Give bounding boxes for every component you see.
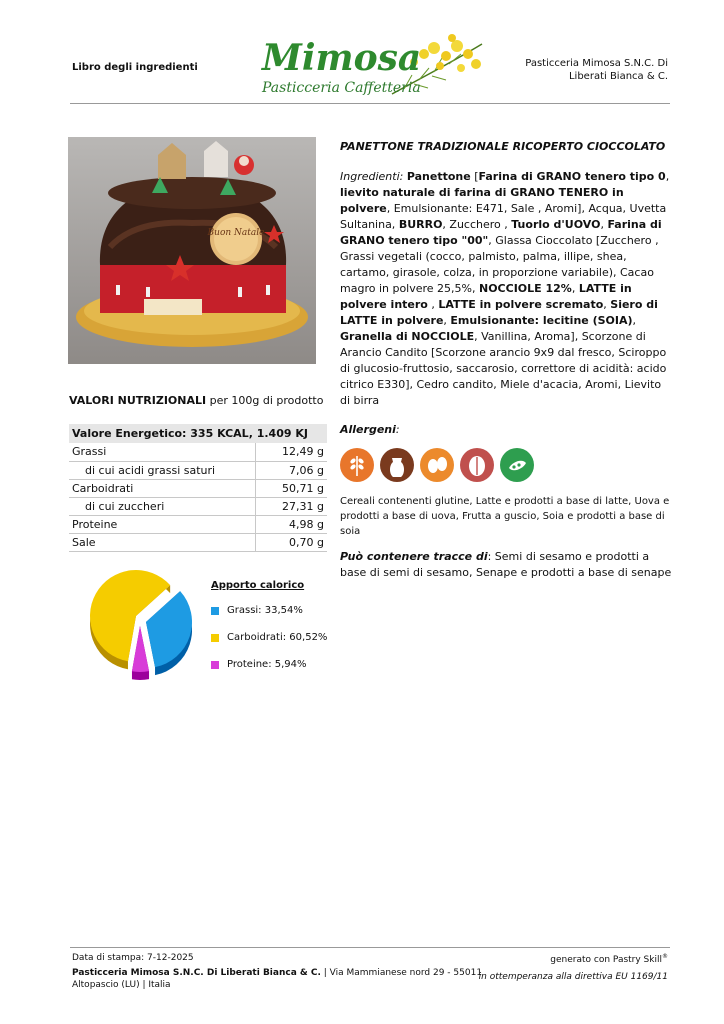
nutrition-table [69,424,327,552]
ingredient-run: , [603,298,611,311]
footer-divider [70,947,670,948]
legend-swatch [211,661,219,669]
nutrition-label: Carboidrati [69,479,255,497]
generator-credit [550,953,668,965]
ingredient-run: , [443,314,451,327]
footer-company [72,967,482,991]
legend-swatch [211,607,219,615]
nutrition-value: 50,71 g [255,479,327,497]
header-divider [70,103,670,104]
legend-item [211,604,327,617]
document-title: Libro degli ingredienti [72,62,198,73]
product-title: PANETTONE TRADIZIONALE RICOPERTO CIOCCOLATO [340,140,666,153]
nutrition-label: Grassi [69,443,255,461]
calorie-pie-chart [88,566,192,682]
wheat-icon [340,448,374,482]
ingredients-label: Ingredienti: [340,170,404,183]
ingredient-run: lievito naturale di farina di GRANO TENERO in polvere [340,186,624,215]
nutrition-row [69,515,327,533]
ingredient-run: NOCCIOLE 12% [479,282,572,295]
legend-swatch [211,634,219,642]
ingredient-run: BURRO [398,218,443,231]
eggs-icon [420,448,454,482]
nutrition-label: Proteine [69,515,255,533]
nutrition-label: di cui zuccheri [69,497,255,515]
nutrition-label: Sale [69,533,255,551]
nutrition-energy: Valore Energetico: 335 KCAL, 1.409 KJ [69,424,327,443]
nutrition-value: 4,98 g [255,515,327,533]
generator-text: generato con Pastry Skill [550,955,662,965]
ingredient-run: , Vanillina, Aroma], Scorzone di Arancio Candito [Scorzone arancio 9x9 dal fresco, Sciroppo di glucosio-fruttosio, saccarosio, correttore di acidità: acido citrico E330], Cedro candito, Miele d'acacia, Aromi, Lievito di birra [340,330,667,407]
ingredient-run: Granella di NOCCIOLE [340,330,475,343]
nutrition-row [69,497,327,515]
nutrition-energy-row [69,424,327,443]
nutrition-row [69,443,327,461]
footer-company-name: Pasticceria Mimosa S.N.C. Di Liberati Bianca & C. [72,968,321,978]
header-company [458,57,668,83]
allergens-title-text: Allergeni [340,423,396,436]
product-details [340,139,672,581]
nutrition-value: 12,49 g [255,443,327,461]
nutrition-title-rest: per 100g di prodotto [206,394,324,407]
ingredient-run: LATTE in polvere intero [340,282,632,311]
nutrition-value: 0,70 g [255,533,327,551]
legend-item [211,631,327,644]
ingredient-run: , Emulsionante: E471, Sale , Aromi], Acqua, Uvetta Sultanina, [340,202,667,231]
ingredient-run: [ [470,170,479,183]
legend-label: Grassi: 33,54% [227,605,303,616]
traces-text [340,549,672,581]
nutrition-row [69,479,327,497]
header-company-line1: Pasticceria Mimosa S.N.C. Di [525,58,668,69]
allergens-list: Cereali contenenti glutine, Latte e prodotti a base di latte, Uova e prodotti a base di uova, Frutta a guscio, Soia e prodotti a base di soia [340,496,670,537]
milk-jug-icon [380,448,414,482]
legend-item [211,658,327,671]
legend-label: Proteine: 5,94% [227,659,307,670]
soy-icon [500,448,534,482]
footer-company-address: | Via Mammianese nord 29 - 55011 [320,968,483,978]
ingredient-run: Panettone [406,170,471,183]
allergen-icons [340,448,672,482]
ingredient-run: , [600,218,608,231]
mimosa-logo [254,34,490,102]
ingredient-run: Farina di GRANO tenero tipo "00" [340,218,662,247]
nutrition-title-bold: VALORI NUTRIZIONALI [69,394,207,407]
eu-directive: in ottemperanza alla direttiva EU 1169/11 [478,972,668,982]
photo-greeting-text: Buon Natale [207,228,265,238]
nut-icon [460,448,494,482]
print-date: Data di stampa: 7-12-2025 [72,953,194,963]
footer-company-city: Altopascio (LU) | Italia [72,980,171,990]
header-company-line2: Liberati Bianca & C. [568,71,668,82]
pie-legend [211,580,327,685]
ingredient-run: Siero di LATTE in polvere [340,298,658,327]
legend-label: Carboidrati: 60,52% [227,632,328,643]
logo-tagline: Pasticceria Caffetteria [262,80,421,96]
nutrition-row [69,461,327,479]
ingredient-run: , Zucchero , [442,218,512,231]
ingredient-run: Tuorlo d'UOVO [511,218,601,231]
ingredient-run: , [665,170,670,183]
pie-legend-title: Apporto calorico [211,580,305,591]
allergens-title: Allergeni: [340,423,400,436]
pie-slice [132,626,149,672]
pie-slice [146,591,192,667]
ingredient-run: , Glassa Cioccolato [Zucchero , Grassi vegetali (cocco, palmisto, palma, illipe, shea, cartamo, girasole, colza, in proporzione variabile), Cacao magro in polvere 25,5%, [340,234,659,295]
ingredient-run: Emulsionante: lecitine (SOIA) [450,314,633,327]
traces-label: Può contenere tracce di [340,550,488,563]
nutrition-value: 27,31 g [255,497,327,515]
product-photo [68,137,316,364]
nutrition-title [69,394,323,407]
logo-wordmark: Mimosa [262,37,422,79]
ingredient-run: , [632,314,637,327]
traces-list: : Semi di sesamo e prodotti a base di semi di sesamo, Senape e prodotti a base di senape [340,550,672,579]
ingredient-run: Farina di GRANO tenero tipo 0 [478,170,666,183]
registered-mark: ® [662,953,668,960]
nutrition-value: 7,06 g [255,461,327,479]
ingredient-run: , [571,282,579,295]
ingredient-run: LATTE in polvere scremato [438,298,604,311]
ingredients-text [340,169,672,409]
nutrition-row [69,533,327,551]
ingredient-run: , [427,298,439,311]
nutrition-label: di cui acidi grassi saturi [69,461,255,479]
